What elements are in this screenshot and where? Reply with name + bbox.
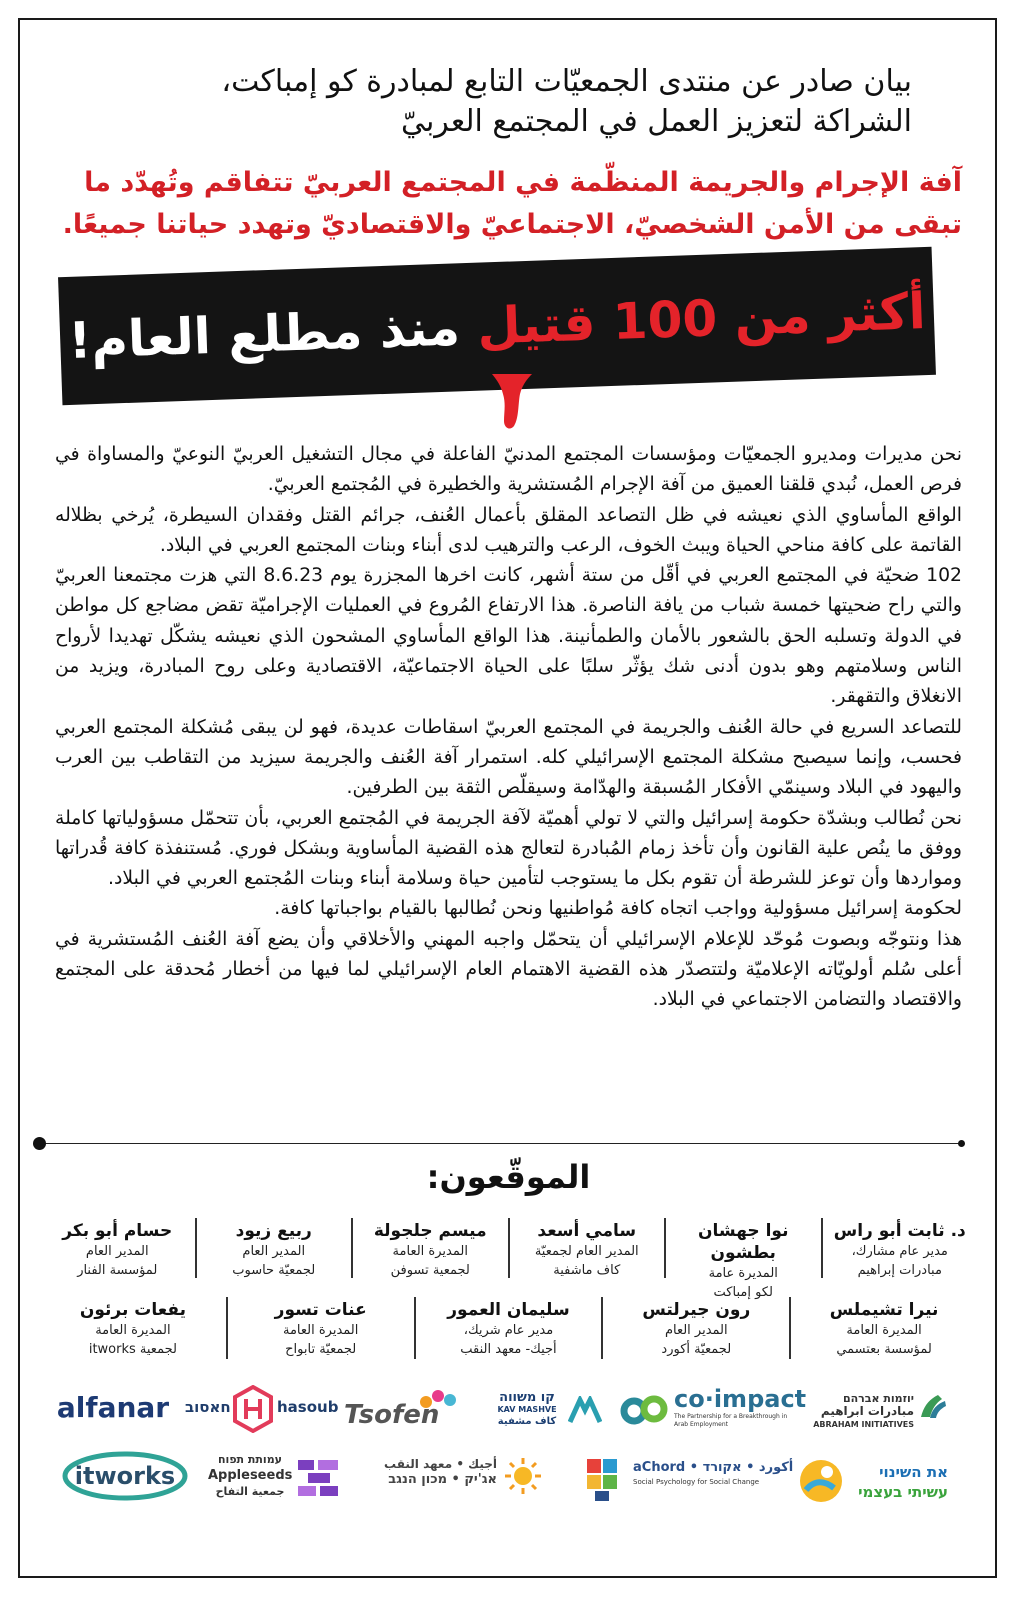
signer-name: سامي أسعد: [537, 1221, 637, 1241]
achord-mark-icon: [585, 1457, 621, 1503]
signer-org: كاف ماشفية: [553, 1263, 621, 1278]
abraham-en-text: ABRAHAM INITIATIVES: [813, 1419, 914, 1429]
hasoub-logo: [185, 1383, 339, 1435]
abraham-heb-text: יוזמות אברהם: [842, 1391, 914, 1405]
achord-logo: [585, 1455, 794, 1507]
hasoub-heb: חאסוב: [185, 1398, 231, 1416]
ajeec-logo: [383, 1452, 543, 1508]
kav-heb: קו משווה: [499, 1390, 555, 1405]
tsofen-logo: [340, 1388, 468, 1436]
signer: [40, 1297, 226, 1359]
banner-rest: منذ مطلع العام!: [67, 298, 461, 370]
signer: [664, 1218, 821, 1300]
signer-org: أجيك- معهد النقب: [460, 1342, 557, 1357]
itworks-name: itworks: [74, 1462, 176, 1490]
coimpact-logo: [620, 1385, 807, 1437]
kav-mashve-mark-icon: [568, 1396, 602, 1424]
abraham-initiatives-logo: [813, 1385, 948, 1437]
statement-title: [55, 62, 962, 142]
signer-role: المدير العام: [242, 1244, 306, 1259]
banner-highlight: أكثر من 100 قتيل: [476, 282, 927, 356]
signer-org: لجمعية itworks: [88, 1342, 177, 1357]
signer-role: المدير العام لجمعيّة: [534, 1244, 639, 1259]
appleseeds-heb: עמותת תפוח: [217, 1453, 282, 1466]
appleseeds-mark-icon: [296, 1458, 340, 1498]
subtitle-line-1: آفة الإجرام والجريمة المنظّمة في المجتمع العربيّ تتفاقم وتُهدّد ما: [84, 167, 962, 198]
statement-body: [55, 440, 962, 1016]
hasoub-hexagon-icon: [231, 1385, 275, 1433]
signer-name: حسام أبو بكر: [62, 1221, 173, 1241]
body-paragraph: نحن مديرات ومديرو الجمعيّات ومؤسسات المجتمع المدنيّ الفاعلة في مجال التشغيل العربيّ النوعيّ والمساواة في فرص العمل، نُبدي قلقنا العميق من آفة الإجرام المُستشرية والخطيرة في المُجتمع العربيّ.: [55, 444, 962, 496]
body-paragraph: 102 ضحيّة في المجتمع العربي في أقّل من ستة أشهر، كانت اخرها المجزرة يوم 8.6.23 التي هزت مجتمعنا العربيّ والتي راح ضحيتها خمسة شباب من يافة الناصرة. هذا الارتفاع المُروع في العمليات الإجراميّة تقض مضاجع كل مواطن في الدولة وتسلبه الحق بالشعور بالأمان والطمأنينة. هذا الواقع المأساوي المشحون الذي نعيشه يشكّل تهديدا لأرواح الناس وسلامتهم وهو بدون أدنى شك يؤثّر سلبًا على الحياة الاجتماعيّة، الاقتصادية وعلى روح المبادرة، ويزيد من الانغلاق والتقهقر.: [55, 565, 962, 708]
appleseeds-ar: جمعية التفاح: [215, 1485, 285, 1498]
signer-org: لمؤسسة الفنار: [77, 1263, 158, 1278]
beatzmi-heb-1: את השינוי: [879, 1463, 948, 1481]
title-line-1: بيان صادر عن منتدى الجمعيّات التابع لمبادرة كو إمباكت،: [221, 64, 912, 99]
appleseeds-en: Appleseeds: [208, 1468, 293, 1483]
statement-subtitle: [55, 162, 962, 246]
body-paragraph: للتصاعد السريع في حالة العُنف والجريمة في المجتمع العربيّ اسقاطات عديدة، فهو لن يبقى مُشكلة المجتمع العربي فحسب، وإنما سيصبح مشكلة المجتمع الإسرائيلي كله. استمرار آفة العُنف والجريمة سيزيد من التقاطب بين العرب واليهود في البلاد وسينمّي الأفكار المُسبقة والهدّامة وسيقلّص الثقة بين الطرفين.: [55, 716, 962, 799]
signer-role: المديرة العامة: [283, 1323, 359, 1338]
hasoub-name: hasoub: [277, 1398, 339, 1416]
signer-name: نوا جهشان بطشون: [698, 1221, 789, 1263]
signer-name: نيرا تشيملس: [829, 1300, 939, 1320]
subtitle-line-2: تبقى من الأمن الشخصيّ، الاجتماعيّ والاقتصاديّ وتهدد حياتنا جميعًا.: [62, 209, 962, 240]
signers-row-1: [40, 1218, 977, 1300]
signer-role: المديرة العامة: [392, 1244, 468, 1259]
achord-name: aChord • أكورد • אקורד: [633, 1460, 794, 1475]
signer-name: ربيع زيود: [235, 1221, 312, 1241]
signer-name: سليمان العمور: [447, 1300, 570, 1320]
kav-en: KAV MASHVE: [497, 1405, 557, 1414]
signer-name: يفعات برئون: [79, 1300, 186, 1320]
signer-org: مبادرات إبراهيم: [857, 1263, 942, 1278]
tsofen-name: Tsofen: [344, 1400, 440, 1430]
ajeec-sun-icon: [503, 1456, 543, 1496]
alfanar-name: alfanar: [56, 1390, 170, 1424]
achord-tagline: Social Psychology for Social Change: [633, 1478, 760, 1486]
coimpact-mark-icon: [620, 1389, 670, 1433]
divider-dot: [958, 1140, 965, 1147]
signers-row-2: [40, 1297, 977, 1359]
signer: [508, 1218, 665, 1278]
kav-ar: كاف مشفية: [497, 1416, 557, 1427]
signer-name: رون جيرلتس: [642, 1300, 751, 1320]
signer-name: ميسم جلجولة: [373, 1221, 487, 1241]
body-paragraph: هذا ونتوجّه وبصوت مُوحّد للإعلام الإسرائيلي أن يتحمّل واجبه المهني والأخلاقي وأن يضع آفة العُنف المُستشرية في أعلى سُلم أولويّاته الإعلاميّة ولتتصدّر هذه القضية الاهتمام العام الإسرائيلي لما فيها من أخطار مُحدقة على المجتمع والاقتصاد والتضامن الاجتماعي في البلاد.: [55, 928, 962, 1011]
signer-role: المدير العام: [85, 1244, 149, 1259]
divider-dot: [33, 1137, 46, 1150]
itworks-logo: [60, 1448, 190, 1504]
section-divider: [40, 1143, 964, 1144]
signer: [195, 1218, 352, 1278]
signer-org: لجمعية تسوفن: [390, 1263, 470, 1278]
signer-name: عنات تسور: [274, 1300, 367, 1320]
signer-org: لمؤسسة بعتسمي: [836, 1342, 932, 1357]
body-paragraph: نحن نُطالب وبشدّة حكومة إسرائيل والتي لا تولي أهميّة لآفة الجريمة في المُجتمع العربي، بأن تتحمّل مسؤولياتها كاملة ووفق ما ينُص علية القانون وأن تأخذ زمام المُبادرة لتعالج هذه القضية المأساوية وبشكل فوري. مُستنفذة كافة قُدراتها ومواردها وأن توعز للشرطة أن تقوم بكل ما يستوجب لتأمين حياة وسلامة أبناء وبنات المُجتمع العربي في البلاد.: [55, 807, 962, 890]
kav-mashve-logo: [487, 1390, 602, 1434]
alfanar-logo: [55, 1385, 171, 1429]
signer-role: مدير عام مشارك،: [851, 1244, 948, 1259]
signer: [351, 1218, 508, 1278]
beatzmi-heb-2: עשיתי בעצמי: [858, 1483, 948, 1501]
signer-role: المديرة عامة: [708, 1266, 778, 1281]
signer-role: المدير العام: [664, 1323, 728, 1338]
signer: [226, 1297, 414, 1359]
body-paragraph: الواقع المأساوي الذي نعيشه في ظل التصاعد المقلق بأعمال العُنف، جرائم القتل وفقدان السيطرة، يُرخي بظلاله القاتمة على كافة مناحي الحياة ويبث الخوف، الرعب والترهيب لدى أبناء وبنات المجتمع العربي في البلاد.: [55, 504, 962, 556]
signer: [789, 1297, 977, 1359]
beatzmi-logo: [798, 1452, 948, 1512]
signer-org: لكو إمباكت: [713, 1285, 773, 1300]
signers-heading: الموقّعون:: [426, 1158, 591, 1196]
signer: [601, 1297, 789, 1359]
abraham-hands-icon: [918, 1391, 948, 1421]
coimpact-tagline: The Partnership for a Breakthrough in Arab Employment: [674, 1413, 788, 1428]
banner-text: [67, 282, 926, 370]
abraham-ar-text: مبادرات ابراهيم: [820, 1403, 914, 1418]
signer: [414, 1297, 602, 1359]
ajeec-heb: אג'יק • מכון הנגב: [388, 1472, 497, 1487]
coimpact-name: co·impact: [674, 1385, 807, 1413]
signer-role: المديرة العامة: [95, 1323, 171, 1338]
signer-role: المديرة العامة: [846, 1323, 922, 1338]
signer-role: مدير عام شريك،: [463, 1323, 554, 1338]
body-paragraph: لحكومة إسرائيل مسؤولية وواجب اتجاه كافة مُواطنيها ونحن نُطالبها بالقيام بواجباتها كافة.: [274, 898, 962, 920]
signer-org: لجمعيّة حاسوب: [232, 1263, 316, 1278]
signer-name: د. ثابت أبو راس: [833, 1221, 966, 1241]
signer: [40, 1218, 195, 1278]
signer-org: لجمعيّة أكورد: [661, 1342, 732, 1357]
signer-org: لجمعيّة تابواح: [285, 1342, 357, 1357]
signer: [821, 1218, 978, 1278]
title-line-2: الشراكة لتعزيز العمل في المجتمع العربيّ: [400, 104, 912, 139]
ajeec-ar: أجيك • معهد النقب: [384, 1457, 497, 1471]
beatzmi-mark-icon: [798, 1458, 844, 1504]
appleseeds-logo: [208, 1452, 340, 1506]
blood-drip-icon: [492, 374, 532, 432]
